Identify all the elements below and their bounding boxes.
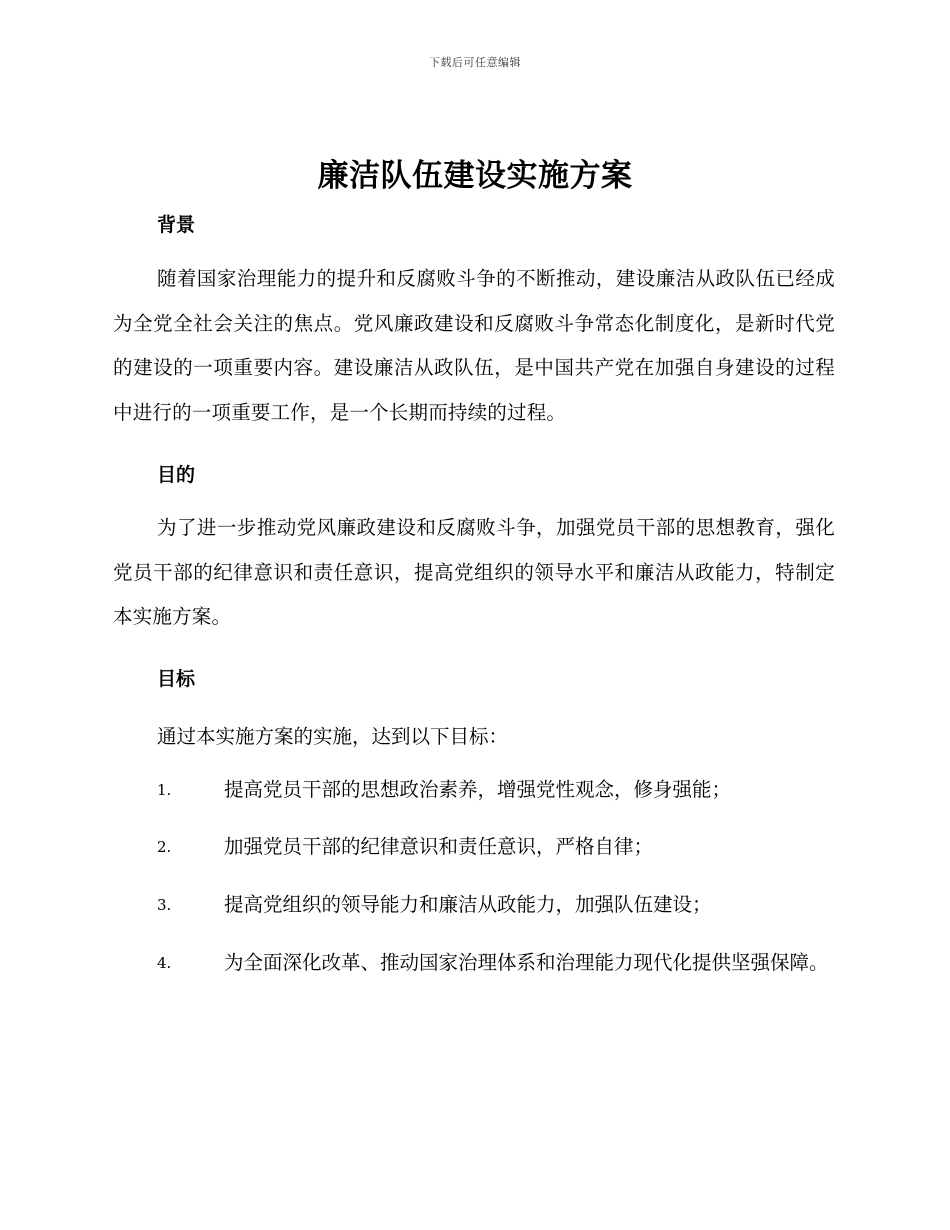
header-note: 下载后可任意编辑 xyxy=(429,56,521,69)
list-number: 1. xyxy=(157,781,172,799)
list-number: 4. xyxy=(157,954,172,972)
paragraph-purpose: 为了进一步推动党风廉政建设和反腐败斗争，加强党员干部的思想教育，强化党员干部的纪律意识和责任意识，提高党组织的领导水平和廉洁从政能力，特制定本实施方案。 xyxy=(113,516,835,628)
section-heading-goals: 目标 xyxy=(157,668,196,690)
list-number: 2. xyxy=(157,838,172,856)
goal-list-item xyxy=(113,768,835,812)
goal-list-item xyxy=(113,825,835,869)
section-heading-background: 背景 xyxy=(157,214,196,236)
list-item-text: 提高党员干部的思想政治素养，增强党性观念，修身强能； xyxy=(224,778,732,801)
goals-intro: 通过本实施方案的实施，达到以下目标： xyxy=(157,725,509,748)
list-item-text: 提高党组织的领导能力和廉洁从政能力，加强队伍建设； xyxy=(224,893,712,916)
list-number: 3. xyxy=(157,896,172,914)
list-item-text: 为全面深化改革、推动国家治理体系和治理能力现代化提供坚强保障。 xyxy=(224,951,829,974)
document-title: 廉洁队伍建设实施方案 xyxy=(317,158,633,194)
list-item-text: 加强党员干部的纪律意识和责任意识，严格自律； xyxy=(224,835,654,858)
paragraph-background: 随着国家治理能力的提升和反腐败斗争的不断推动，建设廉洁从政队伍已经成为全党全社会关注的焦点。党风廉政建设和反腐败斗争常态化制度化，是新时代党的建设的一项重要内容。建设廉洁从政队伍，是中国共产党在加强自身建设的过程中进行的一项重要工作，是一个长期而持续的过程。 xyxy=(113,267,835,424)
goal-list-item xyxy=(113,941,835,985)
section-heading-purpose: 目的 xyxy=(157,464,196,486)
goal-list-item xyxy=(113,883,835,927)
